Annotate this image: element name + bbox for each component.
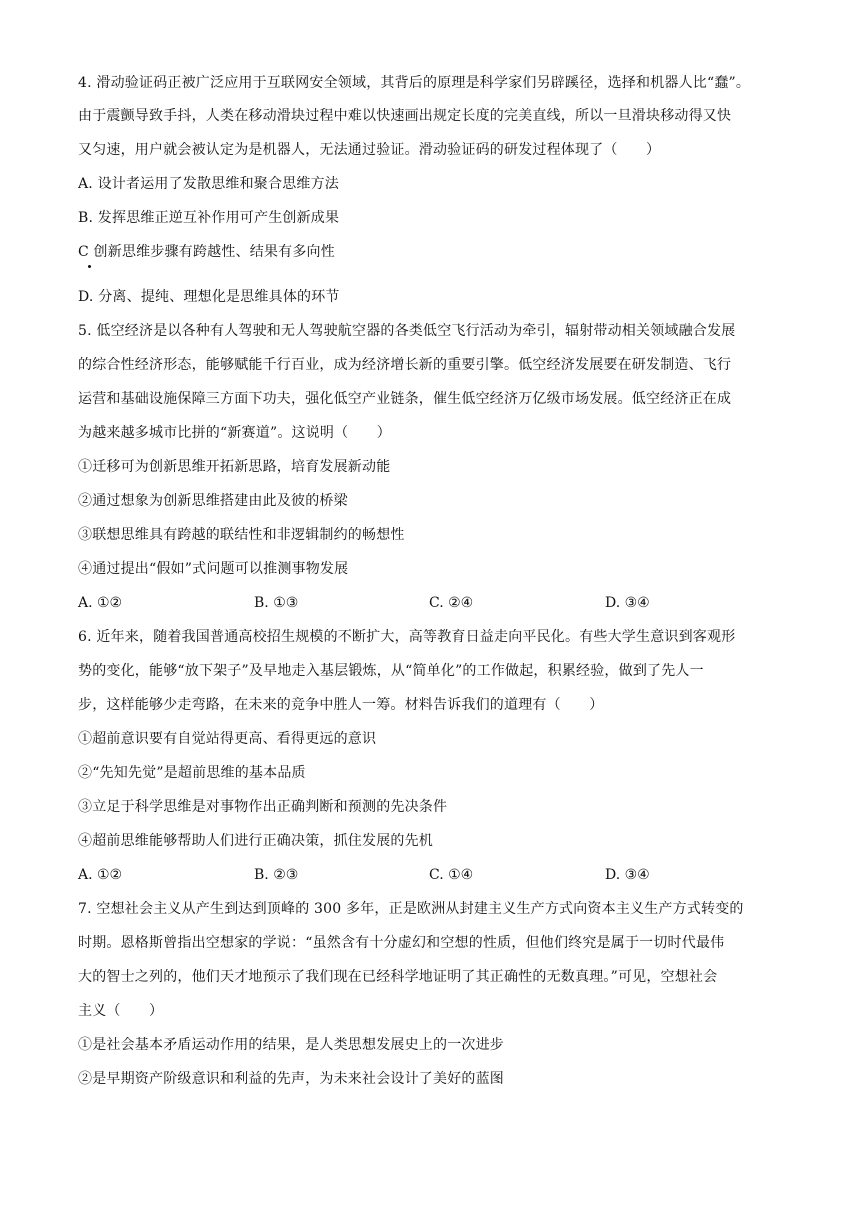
q5-stem-line-1: 5. 低空经济是以各种有人驾驶和无人驾驶航空器的各类低空飞行活动为牵引，辐射带动相关领域融合发展 — [78, 323, 736, 339]
q6-choice-b: B. ②③ — [254, 867, 299, 883]
q6-statement-2: ②“先知先觉”是超前思维的基本品质 — [78, 765, 306, 781]
q5-choice-d: D. ③④ — [605, 595, 650, 611]
q5-choice-a: A. ①② — [78, 595, 123, 611]
q6-stem-line-1: 6. 近年来，随着我国普通高校招生规模的不断扩大，高等教育日益走向平民化。有些大学生意识到客观形 — [78, 629, 736, 645]
q4-option-b: B. 发挥思维正逆互补作用可产生创新成果 — [78, 210, 340, 226]
q6-statement-4: ④超前思维能够帮助人们进行正确决策，抓住发展的先机 — [78, 833, 433, 849]
q5-statement-4: ④通过提出“假如”式问题可以推测事物发展 — [78, 561, 349, 577]
q5-stem-line-4: 为越来越多城市比拼的“新赛道”。这说明（ ） — [78, 425, 391, 441]
q6-choice-a: A. ①② — [78, 867, 123, 883]
q7-stem-line-4: 主义（ ） — [78, 1003, 164, 1019]
q5-stem-line-2: 的综合性经济形态，能够赋能千行百业，成为经济增长新的重要引擎。低空经济发展要在研发制造、飞行 — [78, 357, 732, 373]
q4-option-c: C 创新思维步骤有跨越性、结果有多向性 — [78, 244, 335, 260]
q4-option-c-dot — [88, 265, 91, 268]
q6-stem-line-3: 步，这样能够少走弯路，在未来的竞争中胜人一筹。材料告诉我们的道理有（ ） — [78, 697, 604, 713]
q5-statement-1: ①迁移可为创新思维开拓新思路，培育发展新动能 — [78, 459, 391, 475]
q5-choice-c: C. ②④ — [429, 595, 474, 611]
q6-statement-3: ③立足于科学思维是对事物作出正确判断和预测的先决条件 — [78, 799, 448, 815]
q6-statement-1: ①超前意识要有自觉站得更高、看得更远的意识 — [78, 731, 377, 747]
q5-choices — [78, 593, 798, 613]
q4-stem-line-3: 又匀速，用户就会被认定为是机器人，无法通过验证。滑动验证码的研发过程体现了（ ） — [78, 142, 661, 158]
q7-stem-line-1: 7. 空想社会主义从产生到达到顶峰的 300 多年，正是欧洲从封建主义生产方式向资本主义生产方式转变的 — [78, 901, 744, 917]
q5-choice-b: B. ①③ — [254, 595, 299, 611]
q5-statement-2: ②通过想象为创新思维搭建由此及彼的桥梁 — [78, 493, 348, 509]
q7-statement-1: ①是社会基本矛盾运动作用的结果，是人类思想发展史上的一次进步 — [78, 1037, 504, 1053]
q6-choice-d: D. ③④ — [605, 867, 650, 883]
q6-choices — [78, 865, 798, 885]
q4-option-d: D. 分离、提纯、理想化是思维具体的环节 — [78, 289, 340, 305]
q6-stem-line-2: 势的变化，能够“放下架子”及早地走入基层锻炼，从“简单化”的工作做起，积累经验，做到了先人一 — [78, 663, 704, 679]
q4-option-a: A. 设计者运用了发散思维和聚合思维方法 — [78, 176, 340, 192]
q7-stem-line-3: 大的智士之列的，他们天才地预示了我们现在已经科学地证明了其正确性的无数真理。”可见，空想社会 — [78, 969, 718, 985]
q6-choice-c: C. ①④ — [429, 867, 474, 883]
q7-statement-2: ②是早期资产阶级意识和利益的先声，为未来社会设计了美好的蓝图 — [78, 1071, 504, 1087]
q4-stem-line-1: 4. 滑动验证码正被广泛应用于互联网安全领域，其背后的原理是科学家们另辟蹊径，选择和机器人比“蠢”。 — [78, 75, 751, 91]
q7-stem-line-2: 时期。恩格斯曾指出空想家的学说：“虽然含有十分虚幻和空想的性质，但他们终究是属于一切时代最伟 — [78, 935, 725, 951]
q5-statement-3: ③联想思维具有跨越的联结性和非逻辑制约的畅想性 — [78, 527, 405, 543]
q5-stem-line-3: 运营和基础设施保障三方面下功夫，强化低空产业链条，催生低空经济万亿级市场发展。低空经济正在成 — [78, 391, 732, 407]
q4-stem-line-2: 由于震颤导致手抖，人类在移动滑块过程中难以快速画出规定长度的完美直线，所以一旦滑块移动得又快 — [78, 108, 732, 124]
